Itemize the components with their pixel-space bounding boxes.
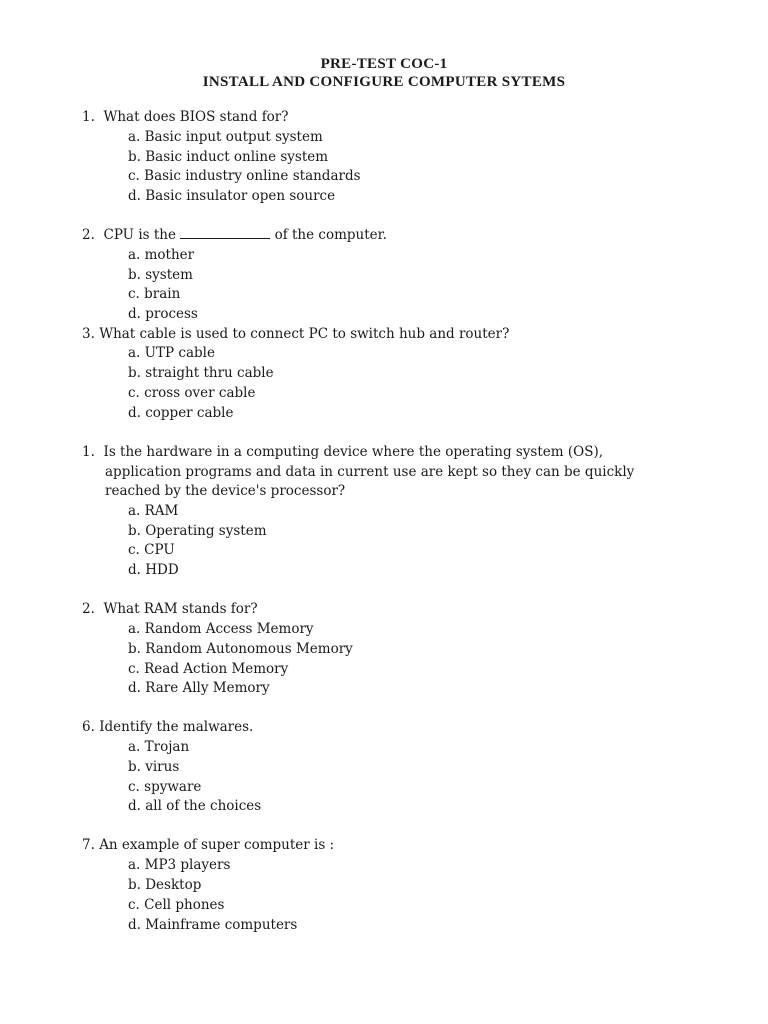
option: d. copper cable — [128, 405, 234, 421]
option: a. Random Access Memory — [128, 621, 314, 637]
option: c. Read Action Memory — [128, 661, 289, 677]
question-7 — [82, 836, 334, 855]
page-subtitle: INSTALL AND CONFIGURE COMPUTER SYTEMS — [202, 74, 566, 90]
question-text-line: application programs and data in current use are kept so they can be quickly — [105, 464, 635, 480]
option: d. process — [128, 306, 198, 322]
question-text-line: Is the hardware in a computing device where the operating system (OS), — [103, 444, 604, 460]
option: c. spyware — [128, 779, 202, 795]
option: c. Cell phones — [128, 897, 225, 913]
question-number: 6. — [82, 719, 95, 735]
question-text-before-blank: CPU is the — [103, 227, 176, 243]
question-5 — [82, 600, 258, 619]
option: d. Mainframe computers — [128, 917, 298, 933]
option: c. cross over cable — [128, 385, 256, 401]
question-number: 3. — [82, 326, 95, 342]
question-6 — [82, 718, 253, 737]
option: b. virus — [128, 759, 180, 775]
option: d. HDD — [128, 562, 179, 578]
question-number: 1. — [82, 444, 95, 460]
question-3 — [82, 325, 509, 344]
option: b. Basic induct online system — [128, 149, 329, 165]
option: b. straight thru cable — [128, 365, 274, 381]
option: a. MP3 players — [128, 857, 231, 873]
question-text: An example of super computer is : — [99, 837, 335, 853]
option: a. RAM — [128, 503, 179, 519]
option: b. Random Autonomous Memory — [128, 641, 353, 657]
question-4 — [82, 443, 603, 462]
option: b. Desktop — [128, 877, 202, 893]
question-number: 7. — [82, 837, 95, 853]
answer-blank — [180, 226, 270, 239]
question-text: What does BIOS stand for? — [103, 109, 289, 125]
question-text: Identify the malwares. — [99, 719, 254, 735]
option: c. CPU — [128, 542, 175, 558]
option: b. Operating system — [128, 523, 267, 539]
option: b. system — [128, 267, 193, 283]
question-2 — [82, 226, 387, 245]
question-1 — [82, 108, 289, 127]
option: c. brain — [128, 286, 181, 302]
question-text: What cable is used to connect PC to switch hub and router? — [99, 326, 510, 342]
option: a. UTP cable — [128, 345, 215, 361]
question-text-after-blank: of the computer. — [274, 227, 387, 243]
option: a. Trojan — [128, 739, 190, 755]
question-text-line: reached by the device's processor? — [105, 483, 346, 499]
option: c. Basic industry online standards — [128, 168, 361, 184]
option: d. Rare Ally Memory — [128, 680, 270, 696]
question-number: 2. — [82, 601, 95, 617]
option: d. all of the choices — [128, 798, 262, 814]
page-title: PRE-TEST COC-1 — [320, 56, 448, 72]
option: d. Basic insulator open source — [128, 188, 336, 204]
question-number: 2. — [82, 227, 95, 243]
question-text: What RAM stands for? — [103, 601, 258, 617]
option: a. mother — [128, 247, 195, 263]
question-number: 1. — [82, 109, 95, 125]
option: a. Basic input output system — [128, 129, 323, 145]
